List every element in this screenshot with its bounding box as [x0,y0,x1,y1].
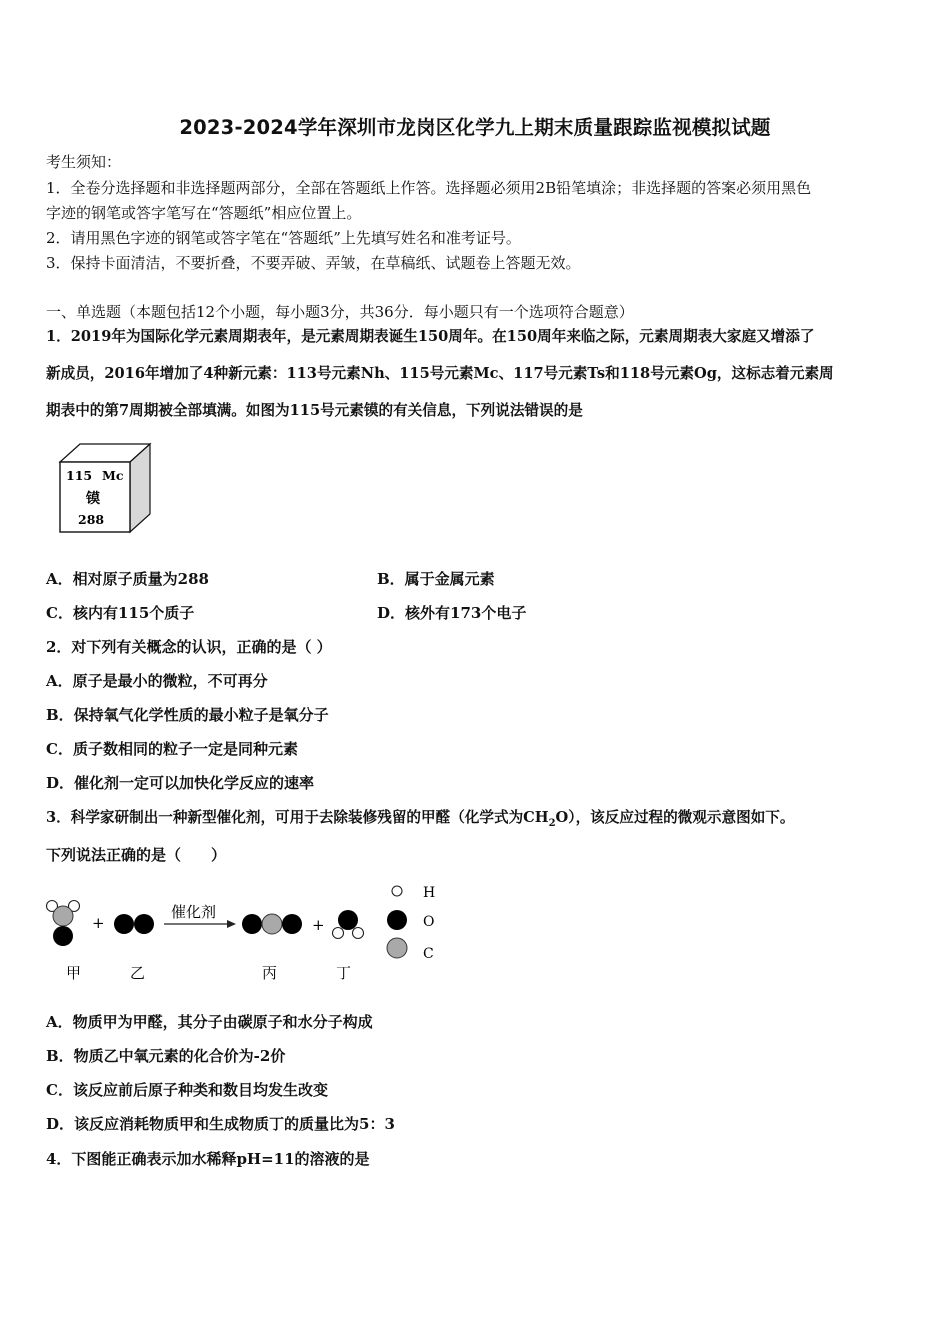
catalyst-label: 催化剂 [171,903,217,921]
label-jia: 甲 [66,964,82,982]
notice-line-2: 字迹的钢笔或答字笔写在“答题纸”相应位置上。 [46,204,362,222]
q1-line-1: 1．2019年为国际化学元素周期表年，是元素周期表诞生150周年。在150周年来临之际，元素周期表大家庭又增添了 [46,328,815,345]
h-atom [353,928,364,939]
molecule-jia [47,901,80,947]
label-yi: 乙 [130,964,146,982]
o-atom [242,914,262,934]
legend-o-label: O [423,914,435,930]
q3-formula-post: O） [555,809,576,826]
q1-option-c: C．核内有115个质子 [46,604,195,622]
q3-option-d: D．该反应消耗物质甲和生成物质丁的质量比为5：3 [46,1115,395,1133]
label-ding: 丁 [336,964,352,982]
c-atom [53,906,73,926]
notice-line-1: 1．全卷分选择题和非选择题两部分，全部在答题纸上作答。选择题必须用2B铅笔填涂；非选择题的答案必须用黑色 [46,179,812,197]
q2-option-c: C．质子数相同的粒子一定是同种元素 [46,740,298,758]
molecule-yi [114,914,154,934]
legend-c-icon [387,938,407,958]
o-atom [114,914,134,934]
q2-option-a: A．原子是最小的微粒，不可再分 [46,672,268,690]
element-number: 115 [66,468,93,483]
q1-line-2: 新成员，2016年增加了4种新元素：113号元素Nh、115号元素Mc、117号元素Ts和118号元素Og，这标志着元素周 [46,365,834,382]
q1-option-d: D．核外有173个电子 [377,604,527,622]
reaction-diagram [40,878,450,986]
o-atom [53,926,73,946]
q3-stem-2: 下列说法正确的是（ ） [46,846,227,864]
molecule-ding [333,910,364,939]
element-cube-figure [56,442,154,534]
h-atom [333,928,344,939]
q3-option-b: B．物质乙中氧元素的化合价为-2价 [46,1047,286,1065]
notice-line-4: 3．保持卡面清洁，不要折叠，不要弄破、弄皱，在草稿纸、试题卷上答题无效。 [46,254,581,272]
c-atom [262,914,282,934]
q3-option-c: C．该反应前后原子种类和数目均发生改变 [46,1081,328,1099]
q3-stem-post: ，该反应过程的微观示意图如下。 [575,809,795,826]
legend-h-label: H [423,885,436,901]
label-bing: 丙 [262,964,278,982]
legend-c-label: C [423,946,434,962]
o-atom [338,910,358,930]
q3-stem-pre: 3．科学家研制出一种新型催化剂，可用于去除装修残留的甲醛（化学式为 [46,809,524,826]
q1-line-3: 期表中的第7周期被全部填满。如图为115号元素镆的有关信息，下列说法错误的是 [46,402,583,419]
legend-o-icon [387,910,407,930]
element-mass: 288 [78,512,105,527]
q3-option-a: A．物质甲为甲醛，其分子由碳原子和水分子构成 [46,1013,373,1031]
plus-sign: + [312,916,325,934]
legend-h-icon [392,886,402,896]
q3-stem [46,808,794,834]
page-title: 2023-2024学年深圳市龙岗区化学九上期末质量跟踪监视模拟试题 [179,116,771,139]
element-symbol: Mc [102,468,124,483]
q1-option-b: B．属于金属元素 [377,570,495,588]
section-heading: 一、单选题（本题包括12个小题，每小题3分，共36分．每小题只有一个选项符合题意） [46,303,634,321]
q2-option-b: B．保持氧气化学性质的最小粒子是氧分子 [46,706,329,724]
molecule-bing [242,914,302,934]
notice-line-3: 2．请用黑色字迹的钢笔或答字笔在“答题纸”上先填写姓名和准考证号。 [46,229,521,247]
atom-legend [387,885,435,962]
q1-option-a: A．相对原子质量为288 [46,570,209,588]
notice-heading: 考生须知： [46,153,122,171]
q2-stem: 2．对下列有关概念的认识，正确的是（ ） [46,638,332,656]
element-name: 镆 [86,491,100,507]
o-atom [282,914,302,934]
q3-formula-sub: 2 [548,817,556,829]
o-atom [134,914,154,934]
q3-formula: CH [523,809,549,826]
q4-stem: 4．下图能正确表示加水稀释pH=11的溶液的是 [46,1150,370,1168]
plus-sign: + [92,914,105,932]
q2-option-d: D．催化剂一定可以加快化学反应的速率 [46,774,315,792]
arrow-head-icon [227,920,236,928]
